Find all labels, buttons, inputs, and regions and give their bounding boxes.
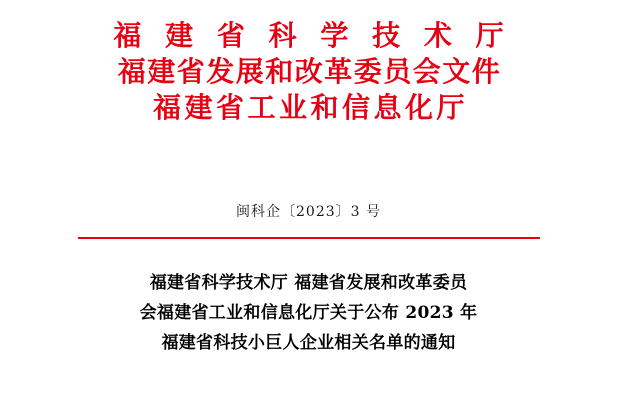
document-title-line-3: 福建省科技小巨人企业相关名单的通知 [161, 332, 456, 353]
document-masthead [0, 0, 617, 125]
document-title-line-1: 福建省科学技术厅 福建省发展和改革委员 [149, 273, 468, 294]
masthead-line-3: 福建省工业和信息化厅 [152, 90, 468, 124]
masthead-line-1: 福 建 省 科 学 技 术 厅 [113, 19, 511, 52]
document-number: 闽科企〔2023〕3 号 [236, 204, 381, 221]
document-title-line-2: 会福建省工业和信息化厅关于公布 2023 年 [139, 303, 478, 324]
red-divider-rule [78, 237, 540, 239]
masthead-line-2: 福建省发展和改革委员会文件 [117, 54, 502, 88]
document-title [109, 269, 509, 358]
